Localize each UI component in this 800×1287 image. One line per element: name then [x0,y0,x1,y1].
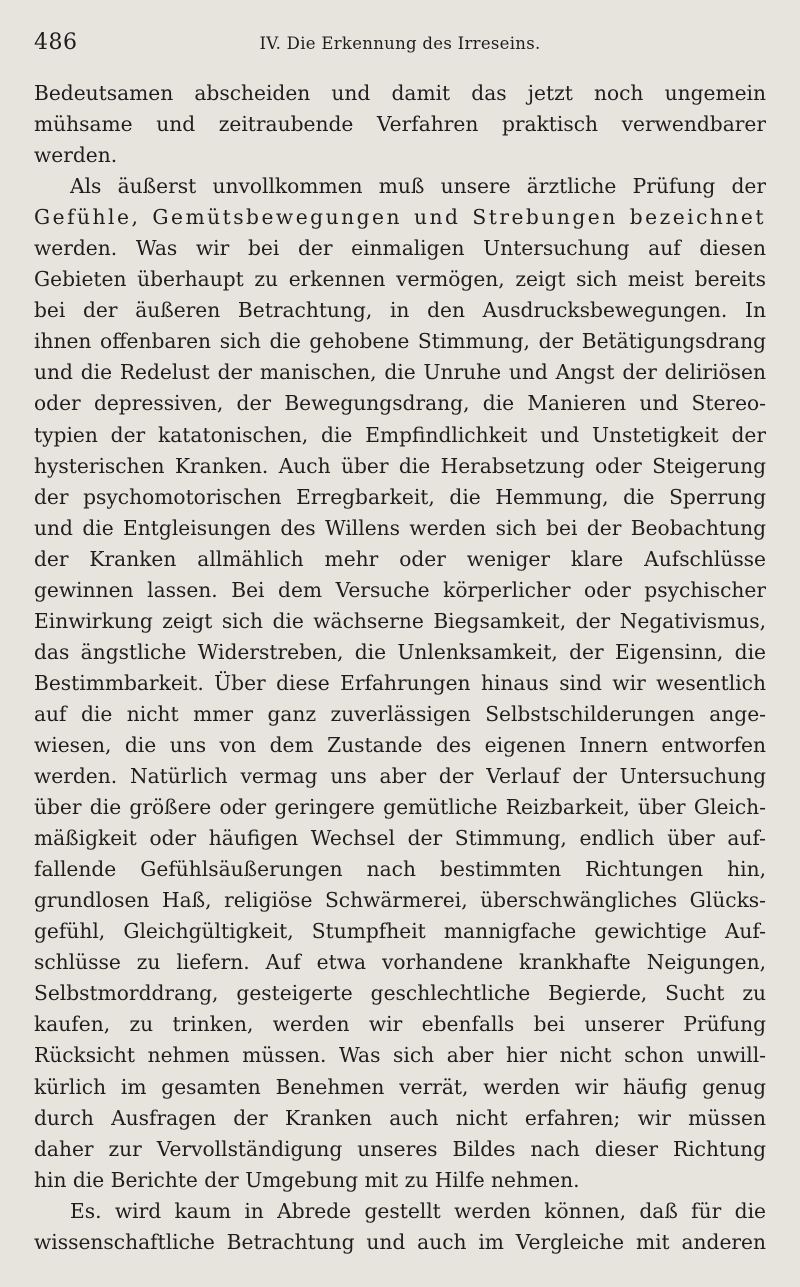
text-line: auf die nicht mmer ganz zuverlässigen Selbstschilderungen ange- [34,701,766,726]
text-line: Gebieten überhaupt zu erkennen vermögen, zeigt sich meist bereits [34,267,766,292]
text-line: und die Redelust der manischen, die Unruhe und Angst der deliriösen [34,360,766,385]
text-line: typien der katatonischen, die Empfindlichkeit und Unstetigkeit der [34,422,766,447]
text-line: bei der äußeren Betrachtung, in den Ausdrucksbewegungen. In [34,298,766,323]
text-line: und die Entgleisungen des Willens werden sich bei der Beobachtung [34,515,766,540]
text-line: Gefühle, Gemütsbewegungen und Strebungen bezeichnet [34,205,766,230]
page-number: 486 [34,30,78,55]
text-line: werden. Was wir bei der einmaligen Untersuchung auf diesen [34,236,766,261]
text-line: Rücksicht nehmen müssen. Was sich aber hier nicht schon unwill- [34,1043,766,1068]
text-line: hysterischen Kranken. Auch über die Herabsetzung oder Steigerung [34,453,766,478]
text-line: wissenschaftliche Betrachtung und auch im Vergleiche mit anderen [34,1229,766,1254]
text-line: kürlich im gesamten Benehmen verrät, werden wir häufig genug [34,1074,766,1099]
text-line: gewinnen lassen. Bei dem Versuche körperlicher oder psychischer [34,577,766,602]
text-line: grundlosen Haß, religiöse Schwärmerei, überschwängliches Glücks- [34,888,766,913]
body-text [34,78,766,1258]
page-header [34,28,766,62]
text-line: Es. wird kaum in Abrede gestellt werden können, daß für die [70,1198,766,1223]
text-line: Als äußerst unvollkommen muß unsere ärztliche Prüfung der [70,174,766,199]
text-line: gefühl, Gleichgültigkeit, Stumpfheit mannigfache gewichtige Auf- [34,919,766,944]
text-line: werden. [34,143,118,168]
text-line: durch Ausfragen der Kranken auch nicht erfahren; wir müssen [34,1105,766,1130]
text-line: Bestimmbarkeit. Über diese Erfahrungen hinaus sind wir wesentlich [34,670,766,695]
text-line: Einwirkung zeigt sich die wächserne Biegsamkeit, der Negativismus, [34,608,766,633]
text-line: oder depressiven, der Bewegungsdrang, die Manieren und Stereo- [34,391,766,416]
text-line: wiesen, die uns von dem Zustande des eigenen Innern entworfen [34,732,766,757]
text-line: der psychomotorischen Erregbarkeit, die Hemmung, die Sperrung [34,484,766,509]
text-line: fallende Gefühlsäußerungen nach bestimmten Richtungen hin, [34,857,766,882]
text-line: kaufen, zu trinken, werden wir ebenfalls bei unserer Prüfung [34,1012,766,1037]
text-line: mühsame und zeitraubende Verfahren praktisch verwendbarer [34,112,766,137]
text-line: das ängstliche Widerstreben, die Unlenksamkeit, der Eigensinn, die [34,639,766,664]
text-line: der Kranken allmählich mehr oder weniger klare Aufschlüsse [34,546,766,571]
text-line: hin die Berichte der Umgebung mit zu Hilfe nehmen. [34,1167,580,1192]
text-line: ihnen offenbaren sich die gehobene Stimmung, der Betätigungsdrang [34,329,766,354]
running-head: IV. Die Erkennung des Irreseins. [259,34,541,53]
text-line: mäßigkeit oder häufigen Wechsel der Stimmung, endlich über auf- [34,826,766,851]
text-line: über die größere oder geringere gemütliche Reizbarkeit, über Gleich- [34,795,766,820]
text-line: Bedeutsamen abscheiden und damit das jetzt noch ungemein [34,81,766,105]
text-line: Selbstmorddrang, gesteigerte geschlechtliche Begierde, Sucht zu [34,981,766,1006]
text-line: schlüsse zu liefern. Auf etwa vorhandene krankhafte Neigungen, [34,950,766,975]
text-line: werden. Natürlich vermag uns aber der Verlauf der Untersuchung [34,764,766,789]
text-line: daher zur Vervollständigung unseres Bildes nach dieser Richtung [34,1136,766,1161]
